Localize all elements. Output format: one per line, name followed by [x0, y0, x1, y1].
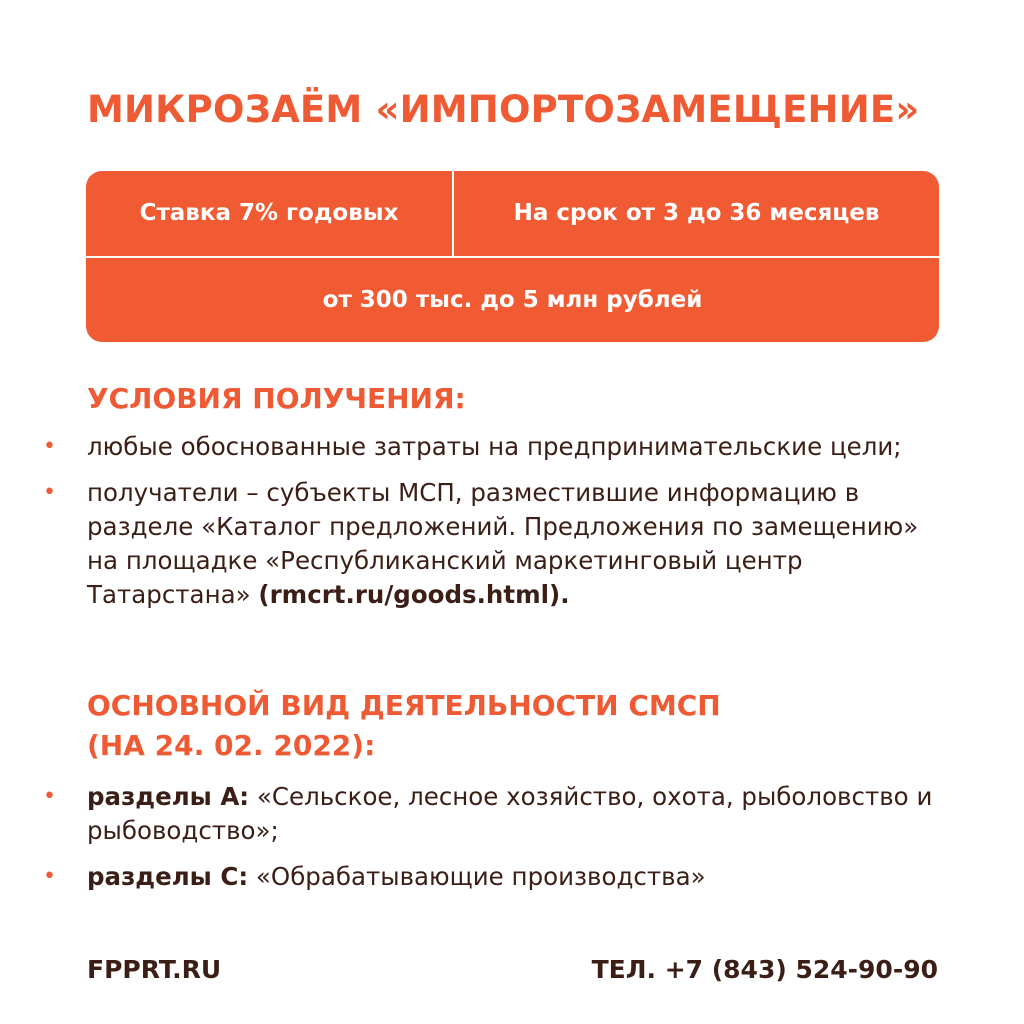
- list-item-text: любые обоснованные затраты на предпринимательские цели;: [87, 432, 902, 461]
- section-text: «Сельское, лесное хозяйство, охота, рыболовство и рыбоводство»;: [87, 782, 933, 845]
- section-label: разделы С:: [87, 862, 249, 891]
- activity-heading-line1: ОСНОВНОЙ ВИД ДЕЯТЕЛЬНОСТИ СМСП: [87, 689, 721, 722]
- section-text: «Обрабатывающие производства»: [255, 862, 706, 891]
- list-item: [0, 476, 947, 612]
- bullet-icon: •: [43, 480, 56, 505]
- page-title: МИКРОЗАЁМ «ИМПОРТОЗАМЕЩЕНИЕ»: [87, 88, 920, 131]
- website-link[interactable]: FPPRT.RU: [87, 955, 222, 984]
- phone-number[interactable]: ТЕЛ. +7 (843) 524-90-90: [591, 955, 938, 984]
- amount-cell: от 300 тыс. до 5 млн рублей: [322, 287, 703, 313]
- section-label: разделы А:: [87, 782, 250, 811]
- list-item: [0, 430, 947, 464]
- activity-heading-line2: (НА 24. 02. 2022):: [87, 729, 376, 762]
- goods-link[interactable]: (rmcrt.ru/goods.html).: [258, 580, 570, 609]
- term-cell: На срок от 3 до 36 месяцев: [513, 200, 880, 226]
- list-item: [0, 860, 947, 894]
- conditions-heading: УСЛОВИЯ ПОЛУЧЕНИЯ:: [87, 382, 466, 415]
- bullet-icon: •: [43, 784, 56, 809]
- list-item-text: получатели – субъекты МСП, разместившие информацию в разделе «Каталог предложений. Предложения по замещению» на площадке «Республиканский маркетинговый центр Татарстана»: [87, 478, 919, 609]
- conditions-list: [0, 430, 1024, 624]
- list-item: [0, 780, 947, 848]
- bullet-icon: •: [43, 864, 56, 889]
- loan-info-box: [86, 171, 939, 342]
- bullet-icon: •: [43, 434, 56, 459]
- rate-cell: Ставка 7% годовых: [139, 200, 399, 226]
- activity-list: [0, 780, 1024, 906]
